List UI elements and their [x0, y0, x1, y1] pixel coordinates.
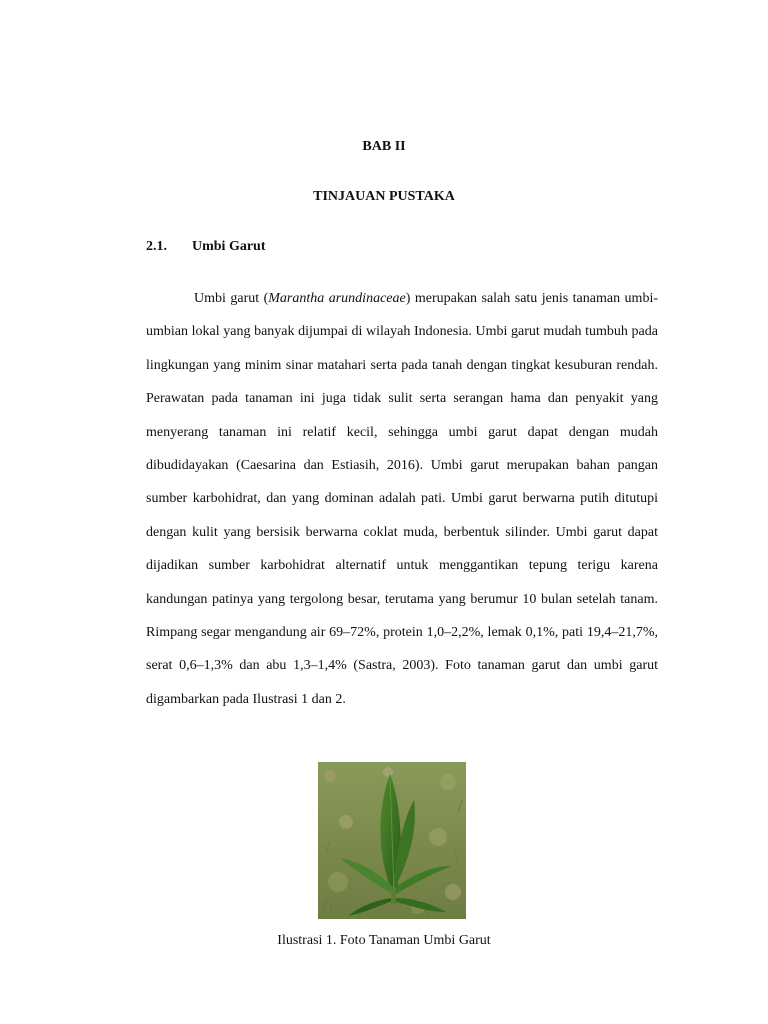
paragraph-text-rest: ) merupakan salah satu jenis tanaman umbi-umbian lokal yang banyak dijumpai di wilayah Indonesia. Umbi garut mudah tumbuh pada lingkungan yang minim sinar matahari serta pada tanah dengan tingkat kesuburan rendah. Perawatan pada tanaman ini juga tidak sulit serta serangan hama dan penyakit yang menyerang tanaman ini relatif kecil, sehingga umbi garut dapat dengan mudah dibudidayakan (Caesarina dan Estiasih, 2016). Umbi garut merupakan bahan pangan sumber karbohidrat, dan yang dominan adalah pati. Umbi garut berwarna putih ditutupi dengan kulit yang bersisik berwarna coklat muda, berbentuk silinder. Umbi garut dapat dijadikan sumber karbohidrat alternatif untuk menggantikan tepung terigu karena kandungan patinya yang tergolong besar, terutama yang berumur 10 bulan setelah tanam. Rimpang segar mengandung air 69–72%, protein 1,0–2,2%, lemak 0,1%, pati 19,4–21,7%, serat 0,6–1,3% dan abu 1,3–1,4% (Sastra, 2003). Foto tanaman garut dan umbi garut digambarkan pada Ilustrasi 1 dan 2.: [146, 291, 658, 707]
chapter-heading: BAB II: [362, 139, 406, 154]
subsection-number: 2.1.: [146, 239, 167, 254]
paragraph-text-start: Umbi garut (: [194, 291, 269, 306]
figure-caption: Ilustrasi 1. Foto Tanaman Umbi Garut: [277, 933, 491, 948]
plant-photo: [318, 762, 466, 919]
plant-photo-image: [318, 762, 466, 919]
body-paragraph: [146, 282, 658, 716]
scientific-name: Marantha arundinaceae: [268, 291, 406, 306]
section-title: TINJAUAN PUSTAKA: [313, 189, 455, 204]
subsection-heading: [146, 239, 266, 255]
subsection-title: Umbi Garut: [192, 239, 266, 254]
